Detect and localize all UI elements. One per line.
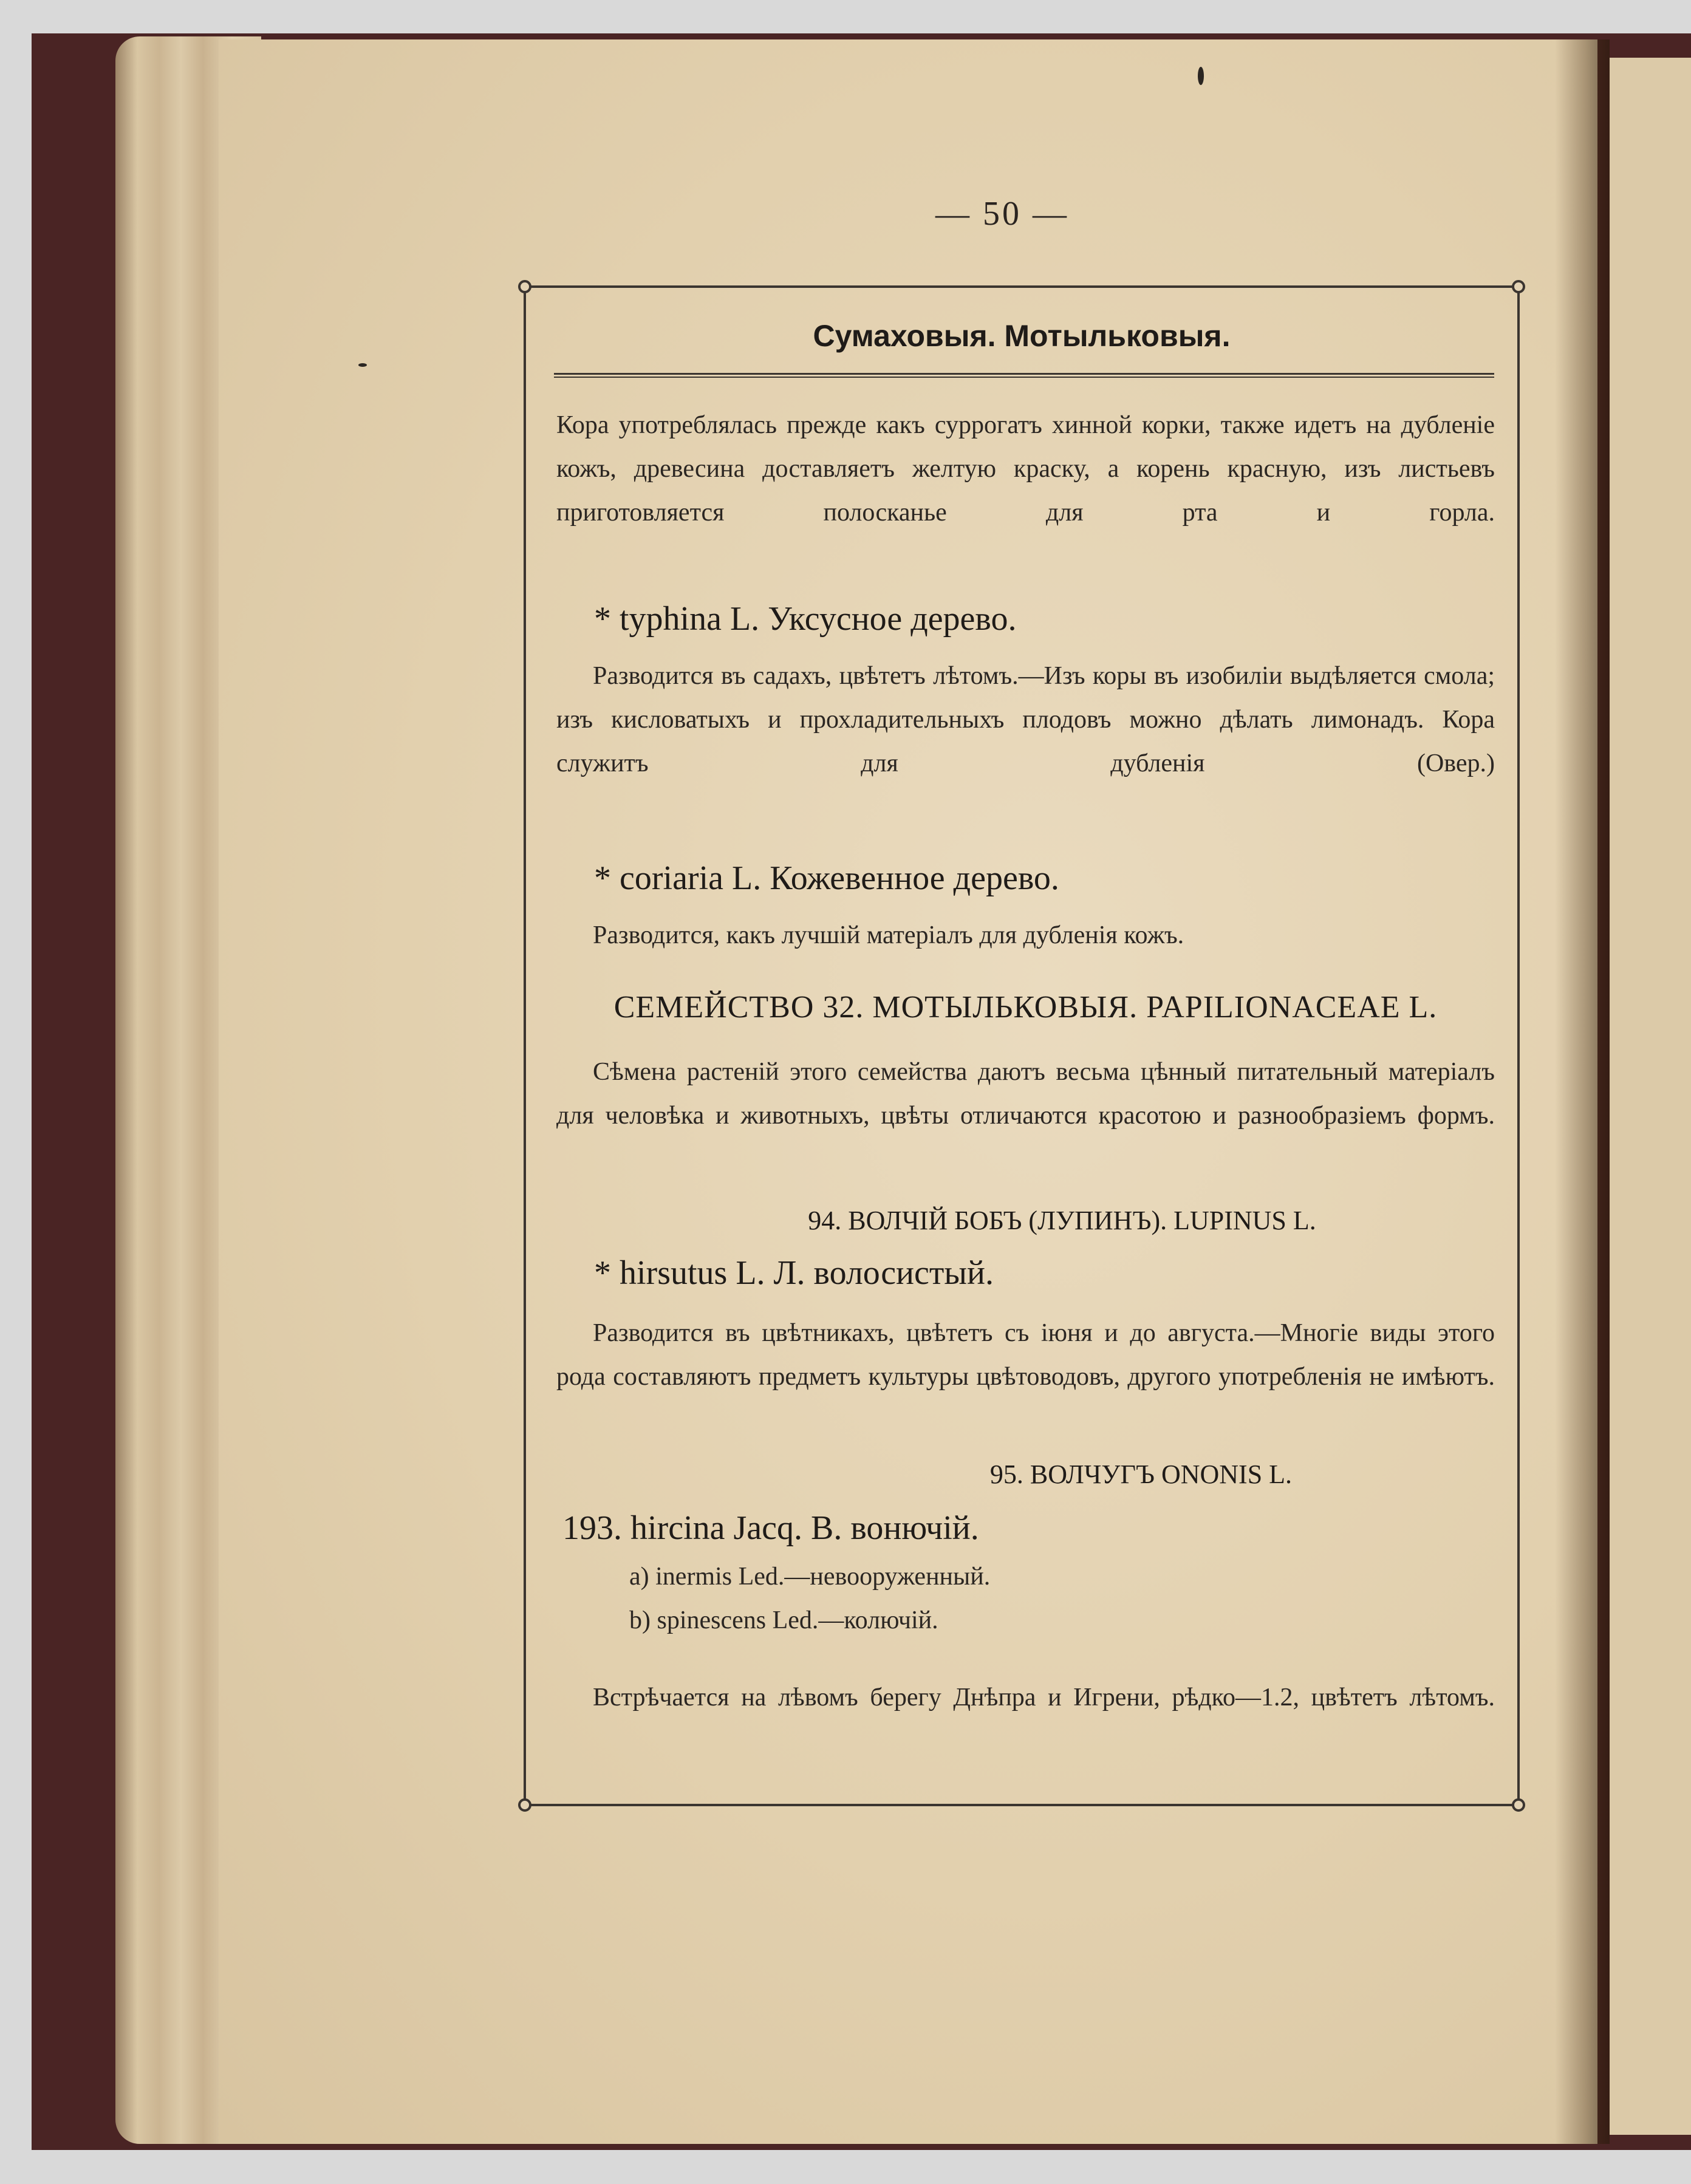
- species-coriaria: * coriaria L. Кожевенное дерево.: [594, 859, 1059, 897]
- book-gutter: [1555, 39, 1610, 2144]
- running-head: Сумаховыя. Мотыльковыя.: [813, 319, 1231, 353]
- paragraph-bark-use: Кора употреблялась прежде какъ суррогатъ хинной корки, также идетъ на дубленіе кожъ, древесина доставляетъ желтую краску, а корень красную, изъ листьевъ приготовляется полосканье для рта и горла.: [556, 411, 1495, 527]
- species-hircina: 193. hircina Jacq. В. вонючій.: [562, 1509, 979, 1547]
- paragraph-hirsutus: Разводится въ цвѣтникахъ, цвѣтетъ съ іюня и до августа.—Многіе виды этого рода составляютъ предметъ культуры цвѣтоводовъ, другого употребленія не имѣютъ.: [556, 1319, 1495, 1391]
- genus-heading-ononis: 95. ВОЛЧУГЪ ONONIS L.: [989, 1459, 1293, 1489]
- variety-spinescens: b) spinescens Led.—колючій.: [629, 1606, 938, 1634]
- variety-inermis: a) inermis Led.—невооруженный.: [629, 1563, 991, 1591]
- species-typhina: * typhina L. Уксусное дерево.: [594, 600, 1017, 638]
- paragraph-hircina: Встрѣчается на лѣвомъ берегу Днѣпра и Игрени, рѣдко—1.2, цвѣтетъ лѣтомъ.: [593, 1684, 1495, 1711]
- paragraph-typhina: Разводится въ садахъ, цвѣтетъ лѣтомъ.—Изъ коры въ изобиліи выдѣляется смола; изъ кисловатыхъ и прохладительныхъ плодовъ можно дѣлать лимонадъ. Кора служитъ для дубленія (Овер.): [556, 662, 1495, 777]
- paragraph-family: Сѣмена растеній этого семейства даютъ весьма цѣнный питательный матеріалъ для человѣка и животныхъ, цвѣты отличаются красотою и разнообразіемъ формъ.: [556, 1058, 1495, 1130]
- genus-heading-lupinus: 94. ВОЛЧІЙ БОБЪ (ЛУПИНЪ). LUPINUS L.: [808, 1206, 1316, 1235]
- header-rule: [554, 373, 1494, 378]
- species-hirsutus: * hirsutus L. Л. волосистый.: [594, 1254, 994, 1292]
- ink-speck: [1198, 67, 1204, 85]
- family-heading: СЕМЕЙСТВО 32. МОТЫЛЬКОВЫЯ. PAPILIONACEAE L.: [613, 990, 1438, 1025]
- paragraph-coriaria: Разводится, какъ лучшій матеріалъ для дубленія кожъ.: [593, 921, 1184, 949]
- corner-ornament: [518, 280, 531, 293]
- corner-ornament: [1512, 1798, 1525, 1812]
- content-frame: [524, 285, 1520, 1806]
- facing-page-edge: [1610, 58, 1691, 2135]
- corner-ornament: [1512, 280, 1525, 293]
- corner-ornament: [518, 1798, 531, 1812]
- ink-speck: [358, 363, 367, 367]
- page-number: — 50 —: [935, 195, 1069, 233]
